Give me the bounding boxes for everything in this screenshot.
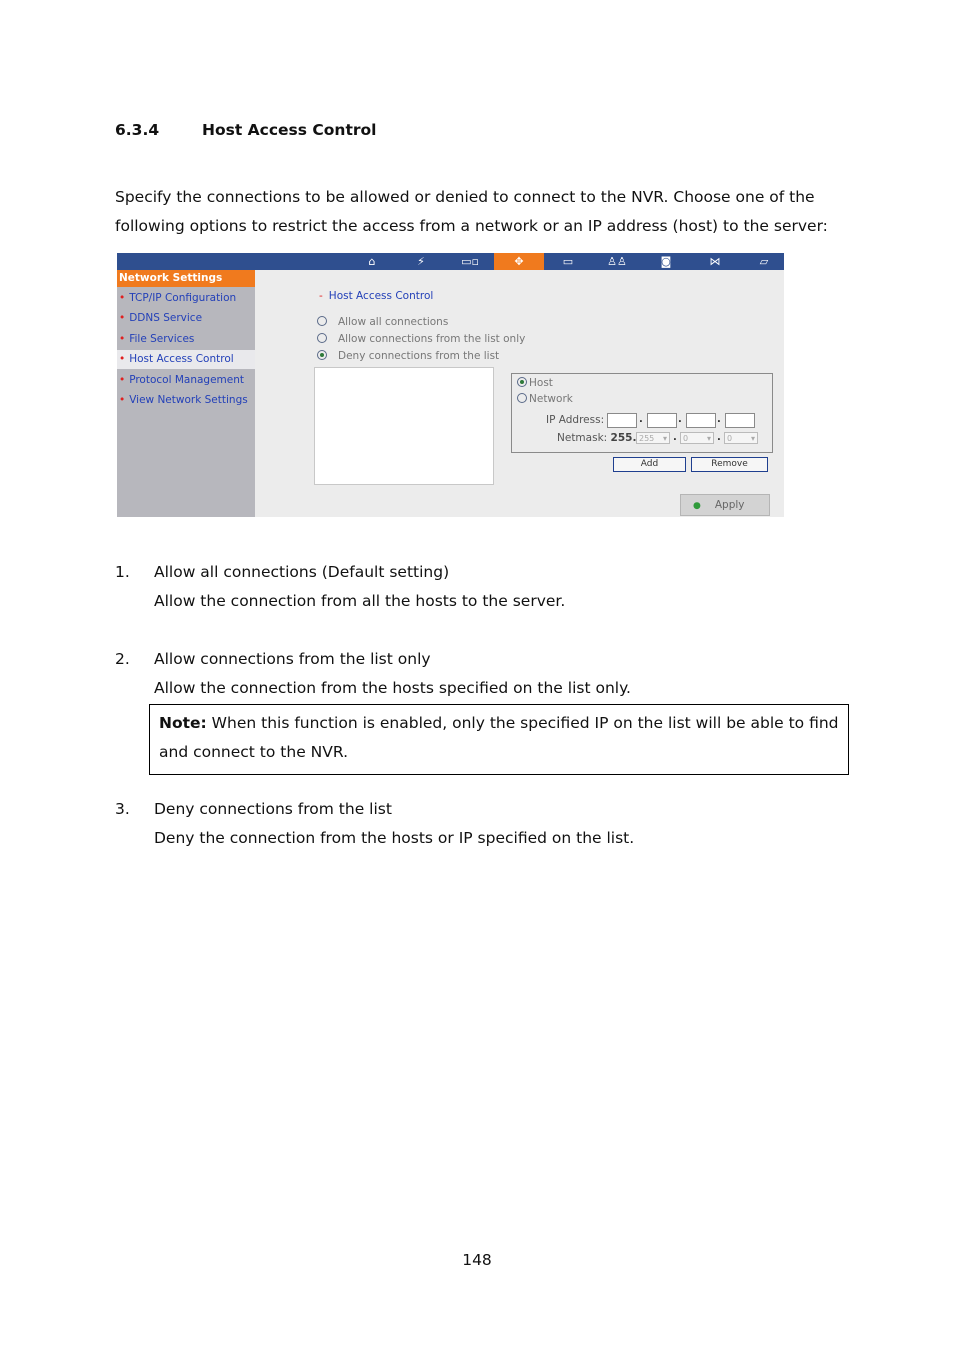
panel-title: - Host Access Control (319, 290, 434, 302)
add-button[interactable]: Add (613, 457, 686, 472)
network-settings-icon[interactable]: ✥ (494, 253, 544, 270)
ip-address-label: IP Address: (546, 414, 605, 426)
list-item-description: Allow the connection from all the hosts to the server. (154, 592, 566, 610)
list-item-title: Deny connections from the list (154, 800, 392, 818)
list-item-title: Allow all connections (Default setting) (154, 563, 450, 581)
ip-dot: . (673, 432, 677, 443)
section-number: 6.3.4 (115, 121, 160, 139)
access-list[interactable] (314, 367, 494, 485)
ip-dot: . (717, 414, 721, 425)
top-toolbar (117, 253, 784, 270)
netmask-select-2[interactable]: 0 ▾ (680, 432, 714, 444)
ip-octet-4[interactable] (725, 413, 755, 428)
disk-icon[interactable]: ▭ (562, 255, 574, 268)
ip-dot: . (717, 432, 721, 443)
sidebar-item-ddns[interactable]: • DDNS Service (119, 312, 203, 324)
ip-octet-2[interactable] (647, 413, 677, 428)
section-title: Host Access Control (202, 121, 377, 139)
sidebar-item-view-network-settings[interactable]: • View Network Settings (119, 394, 248, 406)
host-radio[interactable]: Host (517, 377, 553, 389)
sidebar (117, 270, 255, 517)
printer-icon[interactable]: ▱ (759, 255, 769, 268)
list-item-number: 1. (115, 563, 130, 581)
netmask-select-1[interactable]: 255 ▾ (636, 432, 670, 444)
note-box: Note: When this function is enabled, only the specified IP on the list will be able to find and connect to the NVR. (149, 704, 849, 775)
network-radio[interactable]: Network (517, 393, 573, 405)
ip-octet-3[interactable] (686, 413, 716, 428)
sidebar-item-host-access-control[interactable]: • Host Access Control (117, 350, 255, 369)
sidebar-item-file-services[interactable]: • File Services (119, 333, 195, 345)
ip-octet-1[interactable] (607, 413, 637, 428)
sidebar-item-tcpip[interactable]: • TCP/IP Configuration (119, 292, 237, 304)
network-icon[interactable]: ⚡ (417, 255, 425, 268)
camera-icon[interactable]: ◙ (660, 255, 672, 268)
netmask-select-3[interactable]: 0 ▾ (724, 432, 758, 444)
list-item-number: 3. (115, 800, 130, 818)
remove-button[interactable]: Remove (691, 457, 768, 472)
ip-dot: . (639, 414, 643, 425)
screenshot-panel (117, 253, 784, 517)
page-number: 148 (462, 1251, 492, 1269)
sidebar-item-protocol-management[interactable]: • Protocol Management (119, 374, 245, 386)
device-icon[interactable]: ▭▫ (461, 255, 479, 268)
intro-paragraph: Specify the connections to be allowed or denied to connect to the NVR. Choose one of the following options to restrict the access from a network or an IP address (host) to the server: (115, 188, 828, 235)
users-icon[interactable]: ♙♙ (607, 255, 627, 268)
netmask-label: Netmask: 255. (557, 432, 637, 444)
ip-dot: . (678, 414, 682, 425)
sidebar-header: Network Settings (117, 270, 255, 287)
host-entry-box (511, 373, 773, 453)
list-item-description: Deny the connection from the hosts or IP specified on the list. (154, 829, 635, 847)
list-item-title: Allow connections from the list only (154, 650, 431, 668)
list-item-description: Allow the connection from the hosts specified on the list only. (154, 679, 631, 697)
option-allow-all[interactable]: Allow all connections (317, 316, 448, 328)
home-icon[interactable]: ⌂ (368, 255, 376, 268)
option-allow-list[interactable]: Allow connections from the list only (317, 333, 525, 345)
apply-button[interactable]: ● Apply (680, 494, 770, 516)
list-item-number: 2. (115, 650, 130, 668)
mail-icon[interactable]: ⋈ (709, 255, 721, 268)
option-deny-list[interactable]: Deny connections from the list (317, 350, 499, 362)
